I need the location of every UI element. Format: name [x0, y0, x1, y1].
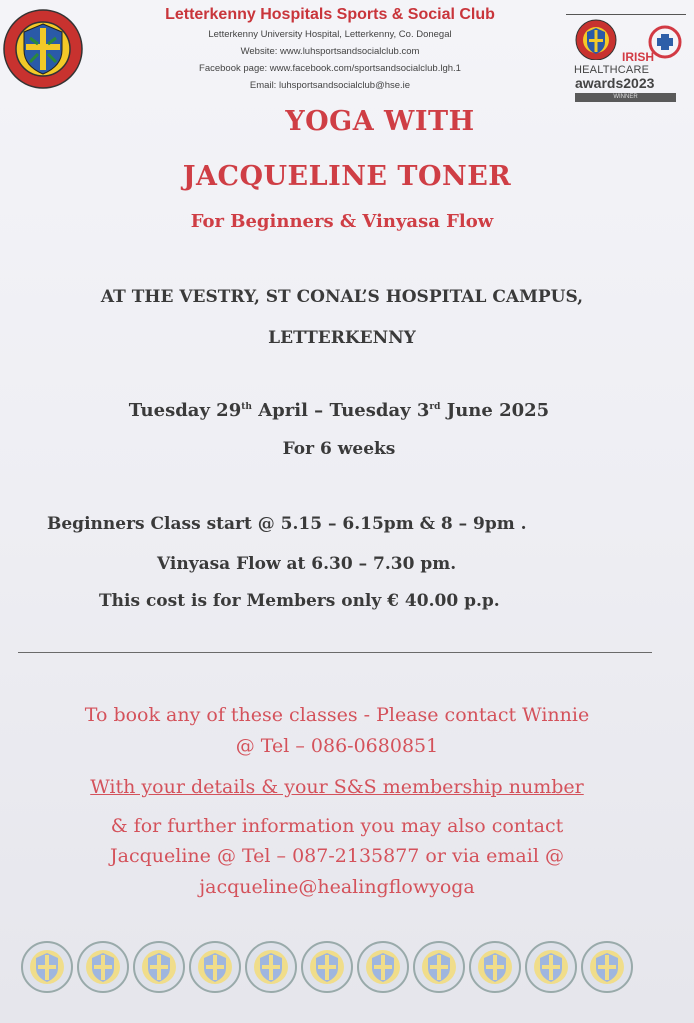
crest-border-icon [580, 940, 634, 994]
date-mid: April – Tuesday 3 [251, 400, 430, 421]
title-line-2: JACQUELINE TONER [182, 161, 512, 192]
crest-border-icon [132, 940, 186, 994]
crest-border-icon [412, 940, 466, 994]
duration: For 6 weeks [282, 439, 396, 459]
club-website: Website: www.luhsportsandsocialclub.com [240, 46, 420, 57]
crest-border-icon [76, 940, 130, 994]
winnie-phone: @ Tel – 086-0680851 [235, 735, 439, 757]
crest-border-icon [188, 940, 242, 994]
crest-border-icon [356, 940, 410, 994]
crest-border-icon [244, 940, 298, 994]
venue-line-1: AT THE VESTRY, ST CONAL’S HOSPITAL CAMPUS, [100, 287, 584, 307]
crest-border-icon [468, 940, 522, 994]
club-name: Letterkenny Hospitals Sports & Social Club [165, 6, 495, 23]
jacqueline-email: jacqueline@healingflowyoga [199, 876, 475, 898]
membership-details-note: With your details & your S&S membership number [90, 776, 584, 798]
beginners-class-times: Beginners Class start @ 5.15 – 6.15pm & 8 – 9pm . [47, 514, 527, 534]
crest-border-icon [524, 940, 578, 994]
members-cost: This cost is for Members only € 40.00 p.p. [99, 591, 500, 611]
award-badge [566, 14, 686, 110]
crest-border [20, 940, 660, 994]
date-end-suffix: rd [429, 402, 441, 412]
divider-line [18, 652, 652, 653]
venue-line-2: LETTERKENNY [268, 328, 416, 348]
award-winner: WINNER [575, 93, 676, 102]
booking-contact-line: To book any of these classes - Please contact Winnie [84, 704, 590, 726]
club-address: Letterkenny University Hospital, Letterkenny, Co. Donegal [208, 29, 452, 40]
crest-border-icon [300, 940, 354, 994]
further-info-line: & for further information you may also contact [110, 815, 564, 837]
club-email: Email: luhsportsandsocialclub@hse.ie [249, 80, 411, 91]
club-crest-icon [2, 8, 84, 90]
vinyasa-class-times: Vinyasa Flow at 6.30 – 7.30 pm. [157, 554, 457, 574]
date-end: June 2025 [440, 400, 550, 421]
jacqueline-contact-line: Jacqueline @ Tel – 087-2135877 or via email @ [110, 845, 564, 867]
date-start: Tuesday 29 [128, 400, 242, 421]
date-range [0, 400, 678, 421]
club-facebook: Facebook page: www.facebook.com/sportsandsocialclub.lgh.1 [199, 63, 461, 74]
date-start-suffix: th [241, 402, 252, 412]
award-year: awards2023 [575, 75, 655, 91]
award-irish: IRISH [622, 50, 655, 64]
subtitle: For Beginners & Vinyasa Flow [190, 211, 494, 232]
crest-border-icon [20, 940, 74, 994]
title-line-1: YOGA WITH [285, 106, 475, 137]
award-healthcare: HEALTHCARE [574, 64, 650, 76]
